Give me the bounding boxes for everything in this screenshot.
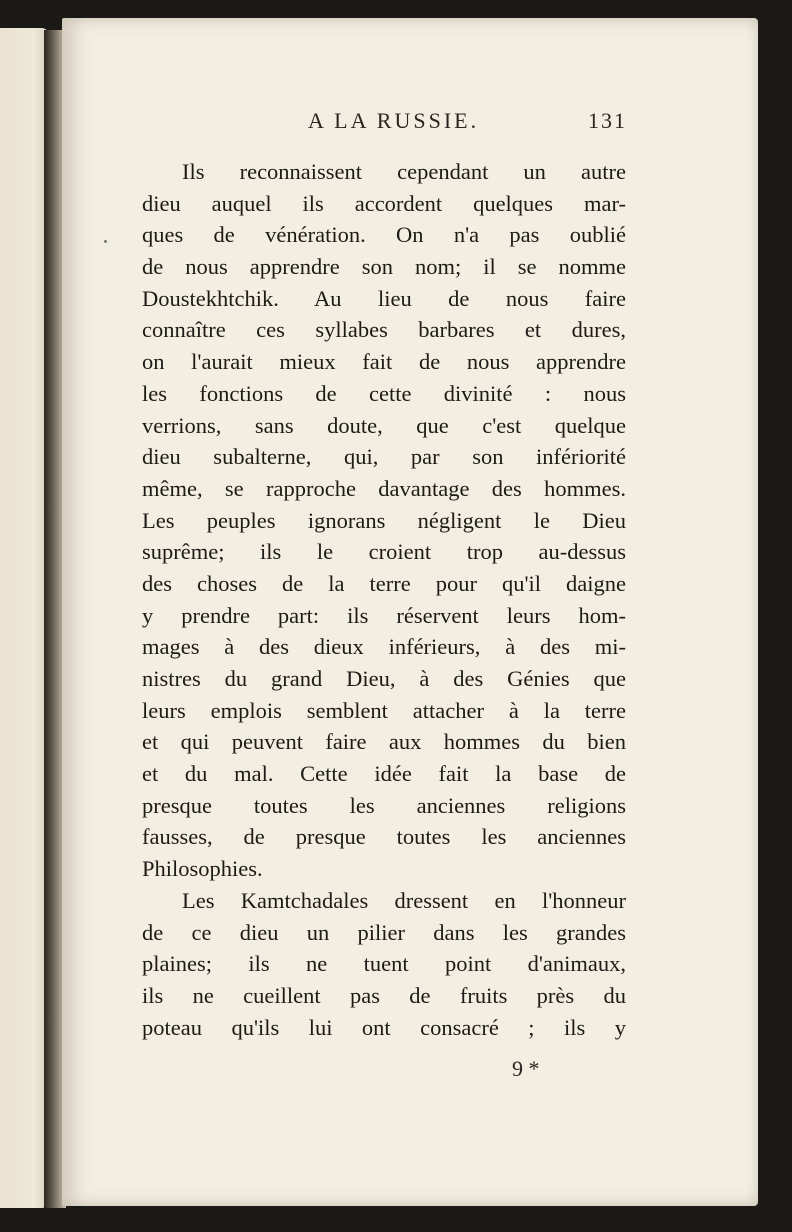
text-line: connaître ces syllabes barbares et dures, [142,317,626,343]
signature-mark: 9 * [512,1056,540,1081]
text-line: y prendre part: ils réservent leurs hom- [142,602,626,628]
text-line: on l'aurait mieux fait de nous apprendre [142,349,626,375]
text-line: presque toutes les anciennes religions [142,792,626,818]
text-line: plaines; ils ne tuent point d'animaux, [142,951,626,977]
body-text [142,156,626,1043]
text-line: Doustekhtchik. Au lieu de nous faire [142,285,626,311]
text-line: dieu subalterne, qui, par son infériorité [142,444,626,470]
text-line: leurs emplois semblent attacher à la terre [142,697,626,723]
facing-page-edge [0,28,48,1208]
text-line: de nous apprendre son nom; il se nomme [142,254,626,280]
running-title: A LA RUSSIE. [308,108,480,133]
text-line: ils ne cueillent pas de fruits près du [142,982,626,1008]
text-line: mages à des dieux inférieurs, à des mi- [142,634,626,660]
text-line: Les Kamtchadales dressent en l'honneur [182,887,626,913]
text-line: Les peuples ignorans négligent le Dieu [142,507,626,533]
text-line: Ils reconnaissent cependant un autre [182,159,626,184]
text-line: de ce dieu un pilier dans les grandes [142,919,626,945]
text-line: dieu auquel ils accordent quelques mar- [142,190,626,216]
text-line: et du mal. Cette idée fait la base de [142,761,626,787]
text-line: fausses, de presque toutes les anciennes [142,824,626,850]
text-line: et qui peuvent faire aux hommes du bien [142,729,626,755]
page-number: 131 [588,108,627,133]
text-line: des choses de la terre pour qu'il daigne [142,570,626,596]
text-line: nistres du grand Dieu, à des Génies que [142,666,626,691]
text-line: suprême; ils le croient trop au-dessus [142,539,626,565]
text-line: ques de vénération. On n'a pas oublié [142,222,626,248]
text-line: les fonctions de cette divinité : nous [142,380,626,406]
text-line: même, se rapproche davantage des hommes. [142,475,626,501]
paragraph-1 [142,156,626,885]
ink-speck [104,240,107,243]
paragraph-2 [142,885,626,1043]
text-line: verrions, sans doute, que c'est quelque [142,412,626,438]
text-line: poteau qu'ils lui ont consacré ; ils y [142,1014,626,1040]
page-header [62,108,758,144]
text-line: Philosophies. [142,856,263,882]
